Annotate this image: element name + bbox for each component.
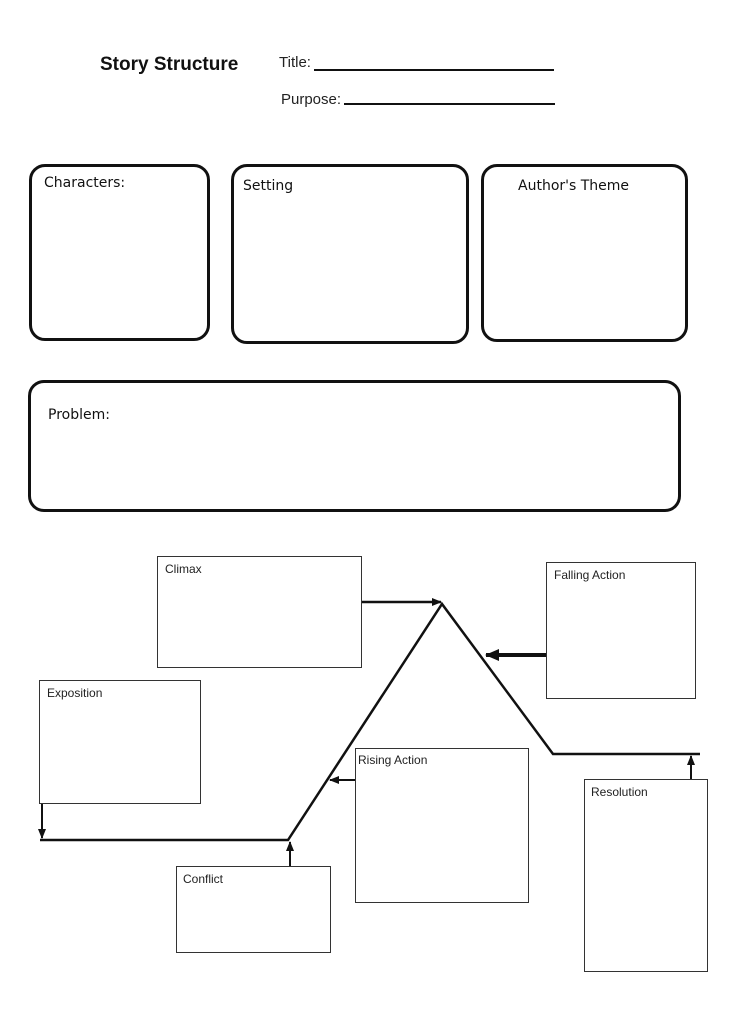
worksheet-heading: Story Structure <box>100 54 239 75</box>
author-theme-label: Author's Theme <box>518 178 630 194</box>
exposition-box[interactable] <box>39 680 201 804</box>
setting-label: Setting <box>243 178 294 194</box>
title-field[interactable] <box>314 69 554 71</box>
characters-box[interactable] <box>29 164 210 341</box>
climax-box[interactable] <box>157 556 362 668</box>
resolution-box[interactable] <box>584 779 708 972</box>
problem-box[interactable] <box>28 380 681 512</box>
characters-label: Characters: <box>44 175 126 191</box>
author-theme-box[interactable] <box>481 164 688 342</box>
exposition-label: Exposition <box>47 686 103 700</box>
falling-action-label: Falling Action <box>554 568 626 582</box>
rising-action-label: Rising Action <box>358 753 428 767</box>
conflict-box[interactable] <box>176 866 331 953</box>
climax-label: Climax <box>165 562 202 576</box>
purpose-label: Purpose: <box>281 91 342 108</box>
purpose-field[interactable] <box>344 103 555 105</box>
falling-action-box[interactable] <box>546 562 696 699</box>
resolution-label: Resolution <box>591 785 648 799</box>
conflict-label: Conflict <box>183 872 224 886</box>
rising-action-box[interactable] <box>355 748 529 903</box>
title-label: Title: <box>279 54 311 71</box>
setting-box[interactable] <box>231 164 469 344</box>
problem-label: Problem: <box>48 407 110 423</box>
